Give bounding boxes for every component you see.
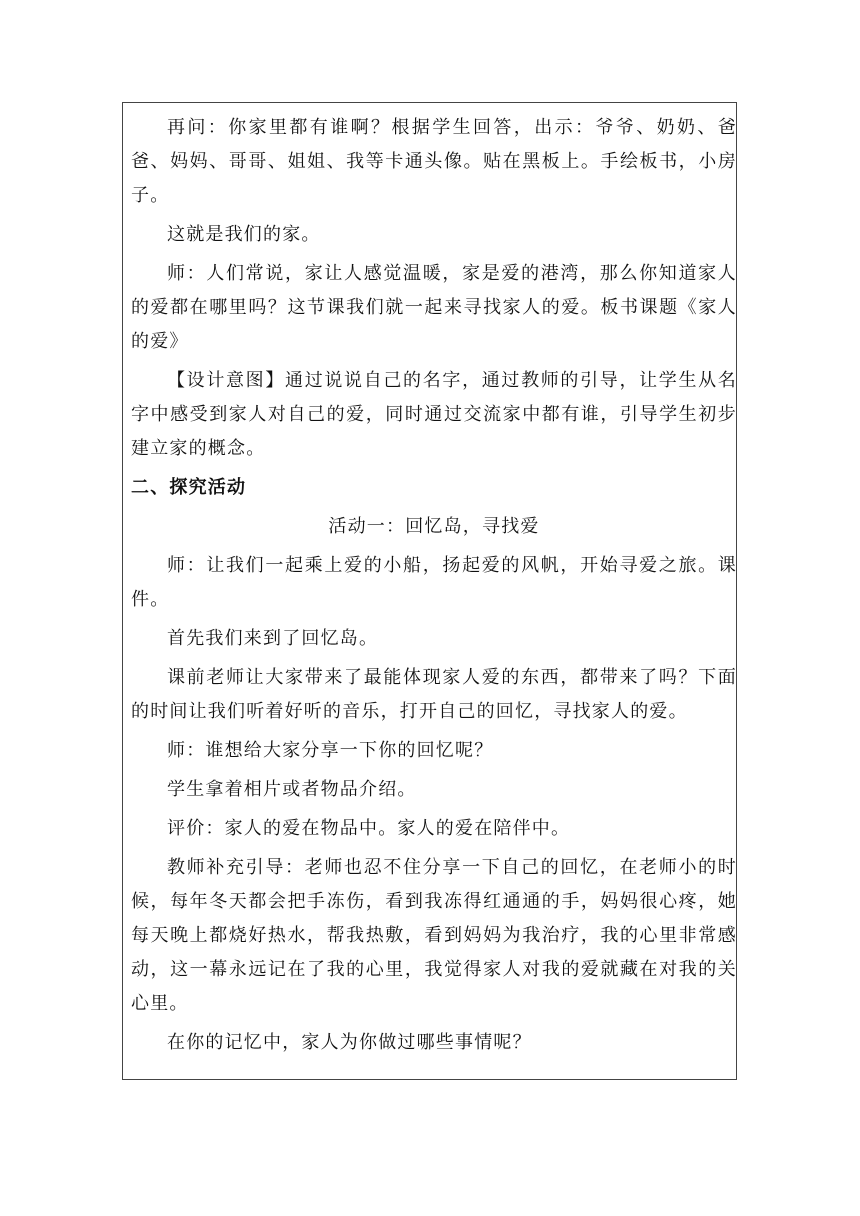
paragraph-teacher-story: 教师补充引导：老师也忍不住分享一下自己的回忆，在老师小的时候，每年冬天都会把手冻伤，看到我冻得红通通的手，妈妈很心疼，她每天晚上都烧好热水，帮我热敷，看到妈妈为我治疗，我的心里非常感动，这一幕永远记在了我的心里，我觉得家人对我的爱就藏在对我的关心里。 xyxy=(131,857,737,1014)
paragraph-design-intent: 【设计意图】通过说说自己的名字，通过教师的引导，让学生从名字中感受到家人对自己的爱，同时通过交流家中都有谁，引导学生初步建立家的概念。 xyxy=(131,370,737,459)
paragraph-students-introduce: 学生拿着相片或者物品介绍。 xyxy=(167,779,417,800)
paragraph-bring-items: 课前老师让大家带来了最能体现家人爱的东西，都带来了吗？下面的时间让我们听着好听的音乐，打开自己的回忆，寻找家人的爱。 xyxy=(131,667,737,722)
paragraph-who-shares: 师：谁想给大家分享一下你的回忆呢？ xyxy=(167,740,494,761)
section-heading: 二、探究活动 xyxy=(131,477,247,498)
paragraph-evaluation: 评价：家人的爱在物品中。家人的爱在陪伴中。 xyxy=(167,818,571,839)
activity-title: 活动一：回忆岛，寻找爱 xyxy=(328,516,540,537)
paragraph-ask-family: 再问：你家里都有谁啊？根据学生回答，出示：爷爷、奶奶、爸爸、妈妈、哥哥、姐姐、我等卡通头像。贴在黑板上。手绘板书，小房子。 xyxy=(131,117,737,206)
paragraph-love-boat: 师：让我们一起乘上爱的小船，扬起爱的风帆，开始寻爱之旅。课件。 xyxy=(131,555,737,610)
paragraph-our-home: 这就是我们的家。 xyxy=(167,224,321,245)
paragraph-memory-island: 首先我们来到了回忆岛。 xyxy=(167,628,379,649)
document-body xyxy=(131,111,737,1065)
paragraph-question-memory: 在你的记忆中，家人为你做过哪些事情呢？ xyxy=(167,1032,532,1053)
paragraph-teacher-intro: 师：人们常说，家让人感觉温暖，家是爱的港湾，那么你知道家人的爱都在哪里吗？这节课我们就一起来寻找家人的爱。板书课题《家人的爱》 xyxy=(131,263,737,352)
